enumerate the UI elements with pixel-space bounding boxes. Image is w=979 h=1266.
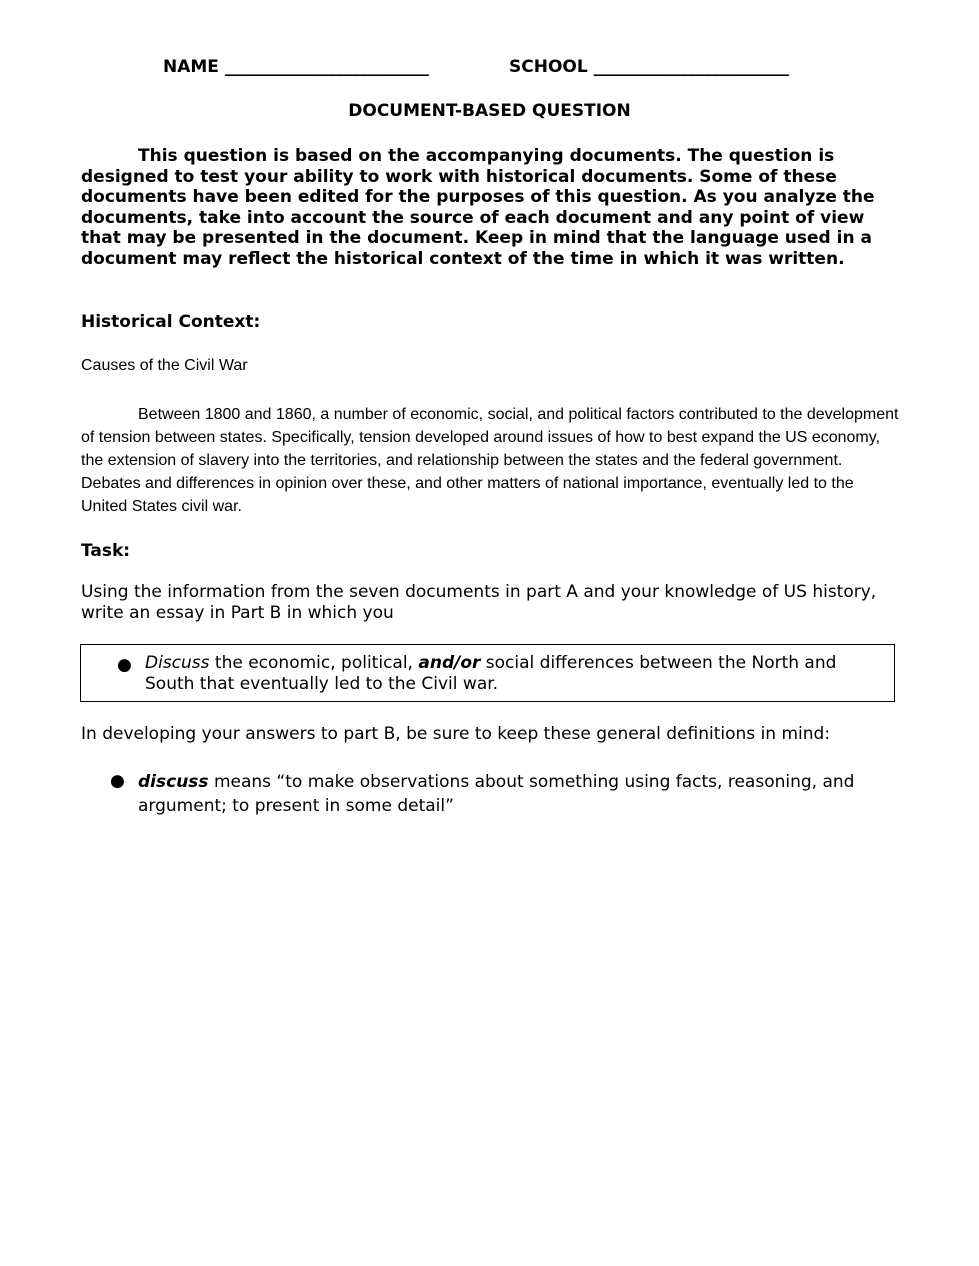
task-text-part-1: the economic, political, bbox=[209, 653, 419, 673]
name-field-line bbox=[163, 57, 429, 77]
historical-context-body: Between 1800 and 1860, a number of economic, social, and political factors contributed to the development of tension between states. Specifically, tension developed around issues of how to best expand the US economy, the extension of slavery into the territories, and relationship between the states and the federal government. Debates and differences in opinion over these, and other matters of national importance, eventually led to the United States civil war. bbox=[81, 406, 899, 515]
task-text-part-2: social differences between the North and South that eventually led to the Civil war. bbox=[145, 653, 837, 694]
school-field-line bbox=[509, 57, 789, 77]
bullet-icon: ● bbox=[110, 771, 125, 791]
school-blank: _______________________ bbox=[593, 57, 790, 77]
definitions-intro: In developing your answers to part B, be sure to keep these general definitions in mind: bbox=[81, 724, 831, 744]
definition-term: discuss bbox=[138, 772, 209, 792]
task-intro: Using the information from the seven documents in part A and your knowledge of US history, write an essay in Part B in which you bbox=[81, 582, 877, 623]
historical-context-heading: Historical Context: bbox=[81, 312, 261, 332]
definition-text: means “to make observations about something using facts, reasoning, and argument; to present in some detail” bbox=[138, 772, 855, 816]
name-blank: ________________________ bbox=[224, 57, 429, 77]
historical-context-topic: Causes of the Civil War bbox=[81, 357, 248, 374]
task-heading: Task: bbox=[81, 541, 131, 561]
task-box-text bbox=[145, 653, 885, 695]
instructions-paragraph: This question is based on the accompanying documents. The question is designed to test your ability to work with historical documents. Some of these documents have been edited for the purposes of this question. As you analyze the documents, take into account the source of each document and any point of view that may be presented in the document. Keep in mind that the language used in a document may reflect the historical context of the time in which it was written. bbox=[81, 146, 875, 269]
school-label: SCHOOL bbox=[509, 57, 588, 77]
task-emphasis: and/or bbox=[418, 653, 481, 673]
bullet-icon: ● bbox=[117, 655, 132, 675]
page-title: DOCUMENT-BASED QUESTION bbox=[348, 101, 631, 121]
name-label: NAME bbox=[163, 57, 219, 77]
task-verb: Discuss bbox=[145, 653, 210, 673]
definition-item bbox=[138, 770, 898, 818]
